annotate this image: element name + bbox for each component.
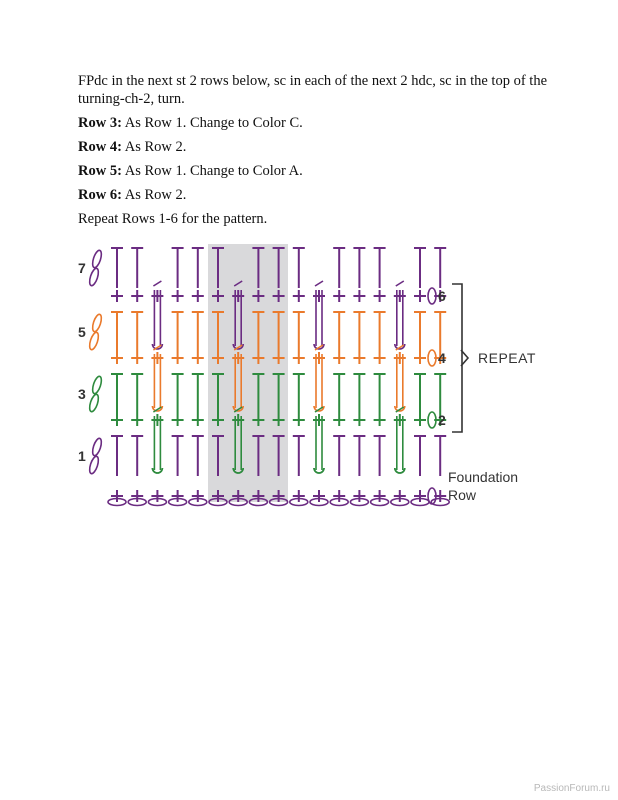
foundation-label: Foundation [448, 469, 519, 485]
turning-chain [91, 249, 103, 268]
row-number: 1 [78, 448, 86, 464]
repeat-label: REPEAT [478, 350, 536, 366]
instruction-text: As Row 2. [121, 139, 187, 155]
stitch-chart-svg [70, 236, 550, 516]
instruction-text: As Row 1. Change to Color C. [121, 115, 303, 131]
row-label: Row 3: [78, 115, 122, 131]
row-number: 2 [438, 412, 446, 428]
turning-chain [88, 331, 100, 350]
row-number: 6 [438, 288, 446, 304]
row-label: Row 4: [78, 139, 122, 155]
row-number: 4 [438, 350, 446, 366]
watermark: PassionForum.ru [533, 783, 610, 794]
instructions-text [78, 72, 548, 234]
crochet-stitch-diagram [70, 236, 550, 516]
row-labels [78, 260, 536, 503]
foundation-label: Row [448, 487, 477, 503]
instruction-paragraph [78, 114, 548, 132]
fpdc-slash [396, 281, 404, 286]
turning-chain [91, 437, 103, 456]
turning-chain [91, 375, 103, 394]
row-number: 7 [78, 260, 86, 276]
row-label: Row 6: [78, 187, 122, 203]
instruction-paragraph [78, 72, 548, 108]
turning-chain [88, 393, 100, 412]
instruction-text: FPdc in the next st 2 rows below, sc in each of the next 2 hdc, sc in the top of the turning-ch-2, turn. [78, 73, 548, 107]
row-number: 3 [78, 386, 86, 402]
fpdc-slash [315, 281, 323, 286]
turning-chain [91, 313, 103, 332]
instruction-paragraph [78, 138, 548, 156]
instruction-paragraph [78, 210, 548, 228]
repeat-bracket [452, 284, 462, 432]
instruction-text: As Row 2. [121, 187, 187, 203]
row-number: 5 [78, 324, 86, 340]
instruction-paragraph [78, 186, 548, 204]
turning-chain [88, 455, 100, 474]
instruction-text: Repeat Rows 1-6 for the pattern. [78, 211, 268, 227]
fpdc-slash [153, 281, 161, 286]
instruction-paragraph [78, 162, 548, 180]
turning-chain [88, 267, 100, 286]
row-label: Row 5: [78, 163, 122, 179]
instruction-text: As Row 1. Change to Color A. [121, 163, 303, 179]
